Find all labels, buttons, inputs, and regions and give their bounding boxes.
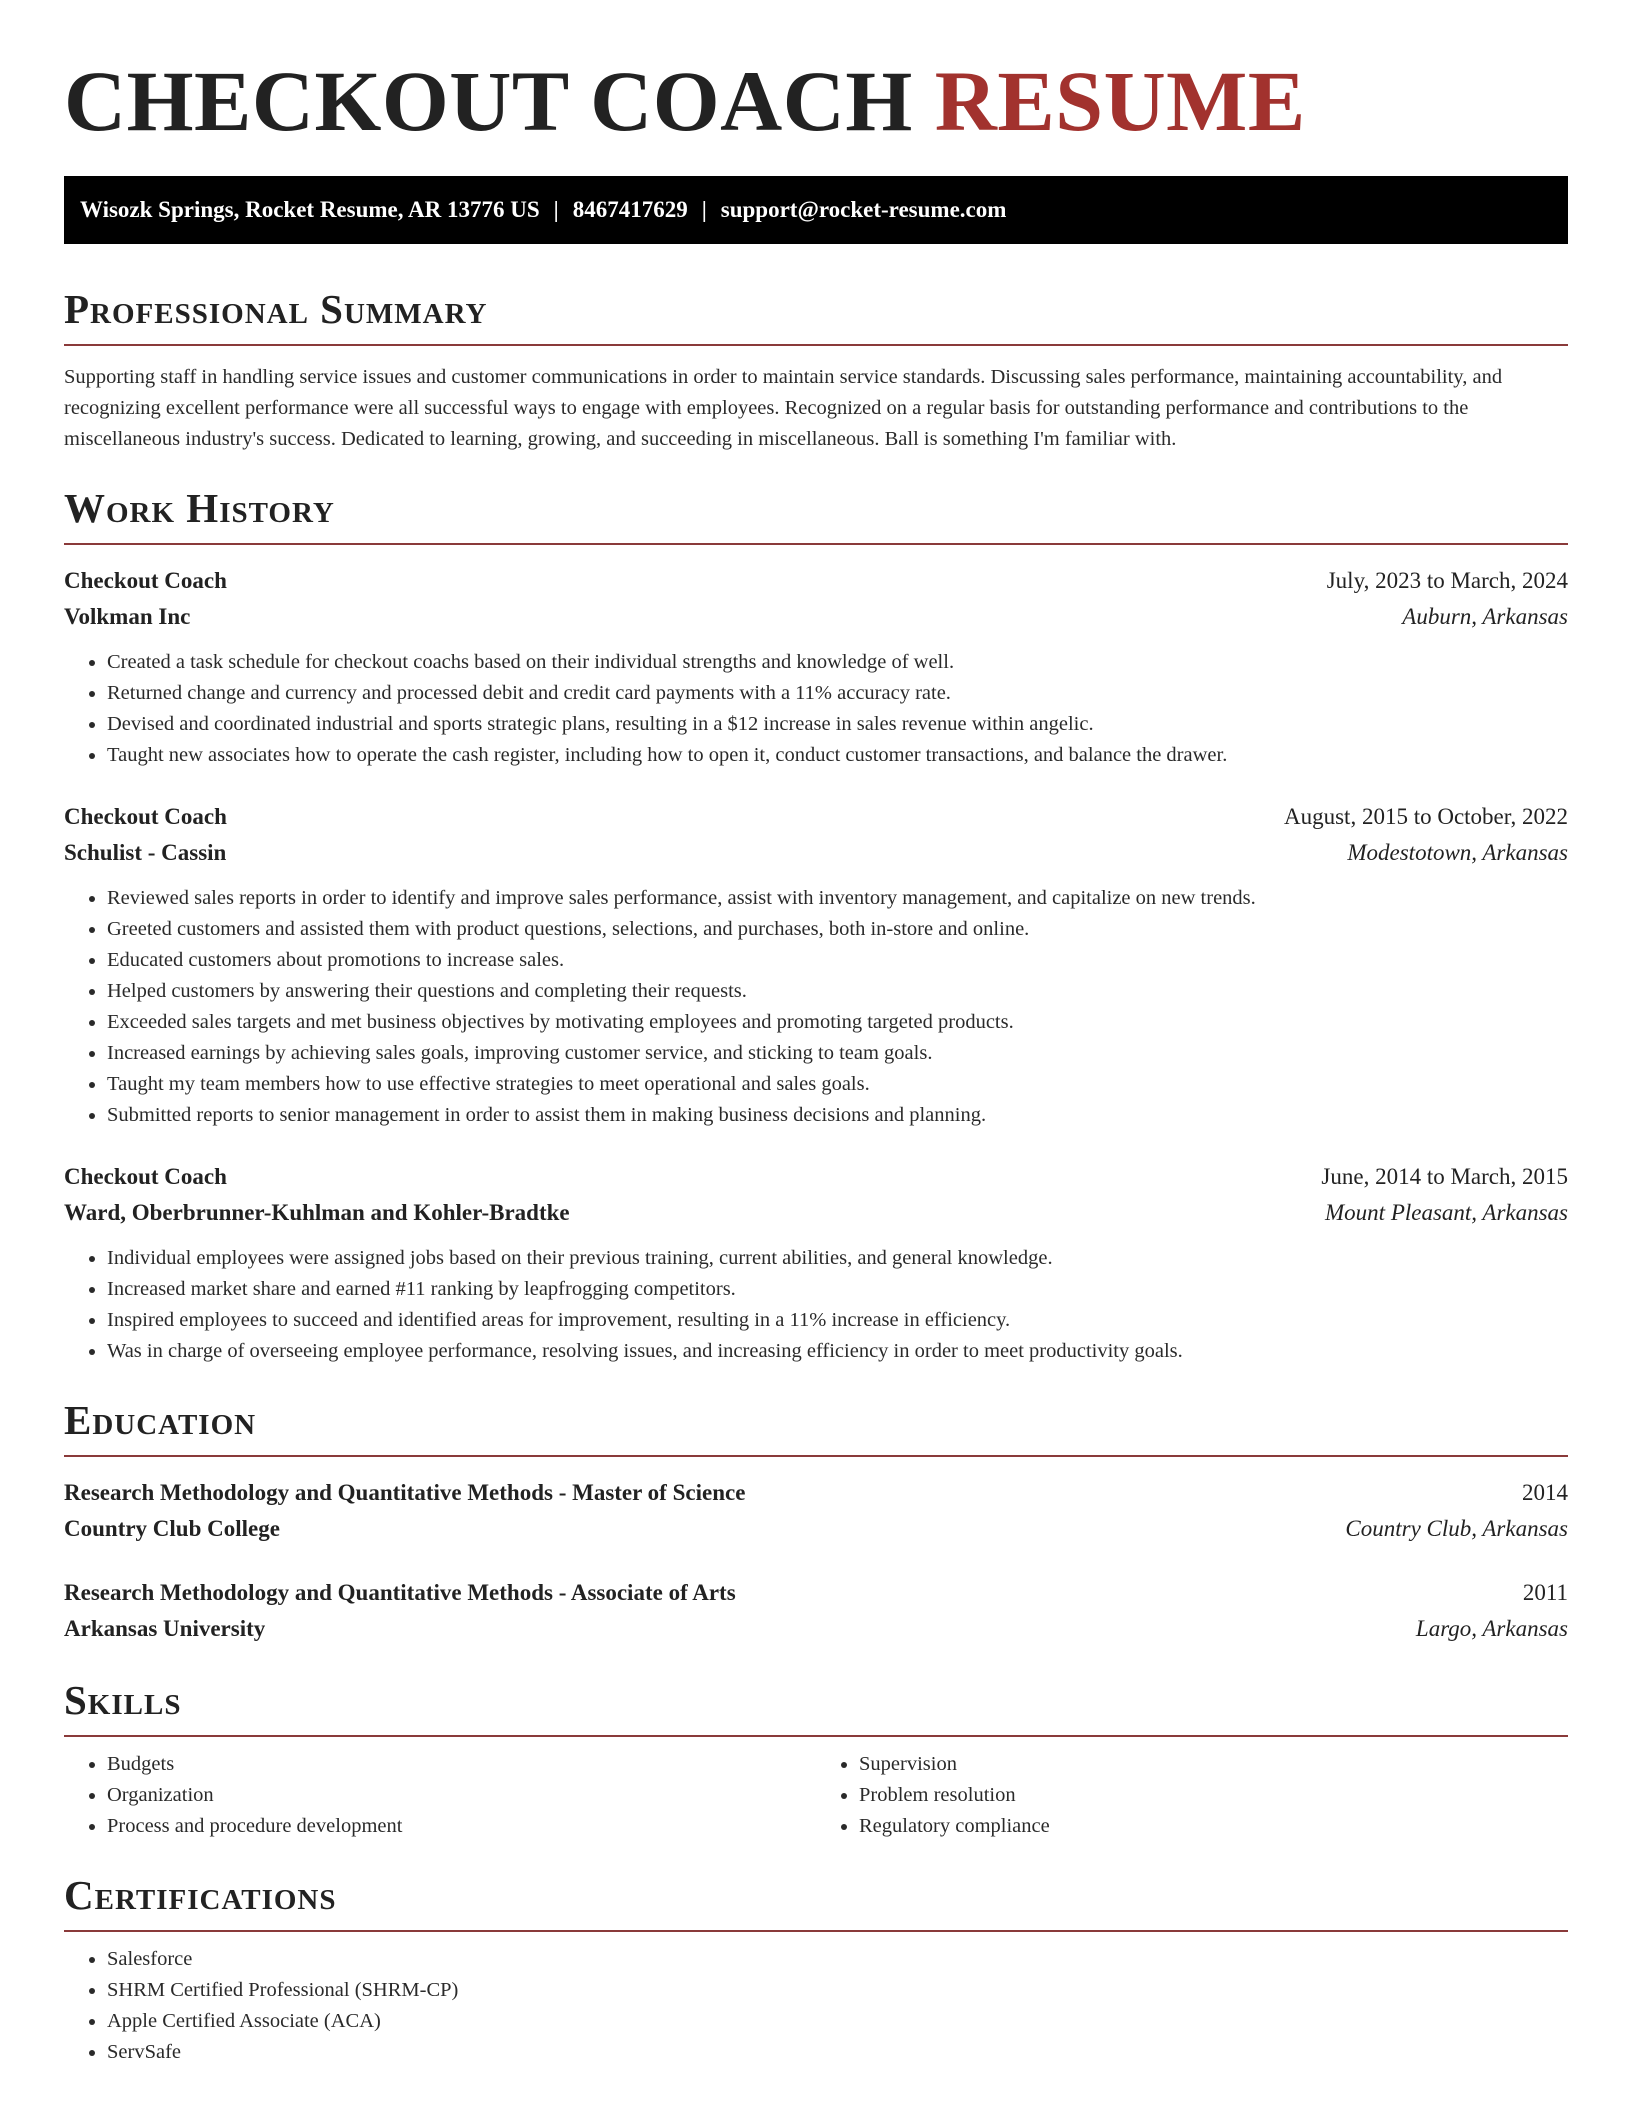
job-location: Modestotown, Arkansas — [1347, 840, 1568, 865]
job-entry — [64, 1159, 1568, 1367]
education-entry — [64, 1575, 1568, 1647]
school-location: Country Club, Arkansas — [1345, 1516, 1568, 1541]
skill-item: • Budgets — [107, 1749, 816, 1780]
skills-column-left — [64, 1749, 816, 1842]
duty-item: • Taught new associates how to operate the cash register, including how to open it, conduct customer transactions, and balance the drawer. — [107, 740, 1568, 771]
duty-item: • Was in charge of overseeing employee performance, resolving issues, and increasing efficiency in order to meet productivity goals. — [107, 1336, 1568, 1367]
job-title: Checkout Coach — [64, 1164, 227, 1189]
certification-item: • Salesforce — [107, 1944, 1568, 1975]
skills-section — [64, 1675, 1568, 1842]
duty-item: • Inspired employees to succeed and identified areas for improvement, resulting in a 11% increase in efficiency. — [107, 1305, 1568, 1336]
graduation-year: 2011 — [1522, 1580, 1568, 1605]
section-heading-certifications: Certifications — [64, 1870, 1568, 1932]
work-history-section — [64, 483, 1568, 1367]
skill-item: • Process and procedure development — [107, 1811, 816, 1842]
skill-item: • Regulatory compliance — [859, 1811, 1568, 1842]
summary-section — [64, 284, 1568, 455]
section-heading-summary: Professional Summary — [64, 284, 1568, 346]
certification-list — [64, 1944, 1568, 2068]
contact-bar — [64, 176, 1568, 244]
duty-item: • Returned change and currency and processed debit and credit card payments with a 11% accuracy rate. — [107, 678, 1568, 709]
certification-item: • ServSafe — [107, 2037, 1568, 2068]
certifications-section — [64, 1870, 1568, 2068]
certification-item: • Apple Certified Associate (ACA) — [107, 2006, 1568, 2037]
school-name: Arkansas University — [64, 1616, 266, 1641]
graduation-year: 2014 — [1522, 1480, 1568, 1505]
job-dates: June, 2014 to March, 2015 — [1321, 1164, 1568, 1189]
job-location: Mount Pleasant, Arkansas — [1325, 1200, 1568, 1225]
resume-title — [64, 0, 1568, 148]
duty-item: • Created a task schedule for checkout coachs based on their individual strengths and knowledge of well. — [107, 647, 1568, 678]
contact-separator: | — [553, 197, 559, 222]
duty-item: • Reviewed sales reports in order to identify and improve sales performance, assist with inventory management, and capitalize on new trends. — [107, 883, 1568, 914]
education-section — [64, 1395, 1568, 1647]
job-duties — [64, 883, 1568, 1131]
duty-item: • Individual employees were assigned jobs based on their previous training, current abilities, and general knowledge. — [107, 1243, 1568, 1274]
section-heading-work-history: Work History — [64, 483, 1568, 545]
job-entry — [64, 563, 1568, 771]
job-employer: Schulist - Cassin — [64, 840, 227, 865]
duty-item: • Submitted reports to senior management in order to assist them in making business decisions and planning. — [107, 1100, 1568, 1131]
skills-column-right — [816, 1749, 1568, 1842]
school-name: Country Club College — [64, 1516, 280, 1541]
degree: Research Methodology and Quantitative Methods - Master of Science — [64, 1480, 746, 1505]
duty-item: • Exceeded sales targets and met business objectives by motivating employees and promoting targeted products. — [107, 1007, 1568, 1038]
section-heading-education: Education — [64, 1395, 1568, 1457]
contact-address: Wisozk Springs, Rocket Resume, AR 13776 US — [80, 197, 540, 222]
contact-separator: | — [701, 197, 707, 222]
duty-item: • Increased earnings by achieving sales goals, improving customer service, and sticking to team goals. — [107, 1038, 1568, 1069]
skill-item: • Problem resolution — [859, 1780, 1568, 1811]
title-accent: RESUME — [934, 53, 1306, 149]
duty-item: • Greeted customers and assisted them with product questions, selections, and purchases, both in-store and online. — [107, 914, 1568, 945]
duty-item: • Educated customers about promotions to increase sales. — [107, 945, 1568, 976]
job-title: Checkout Coach — [64, 568, 227, 593]
job-duties — [64, 1243, 1568, 1367]
job-employer: Volkman Inc — [64, 604, 191, 629]
duty-item: • Taught my team members how to use effective strategies to meet operational and sales goals. — [107, 1069, 1568, 1100]
degree: Research Methodology and Quantitative Methods - Associate of Arts — [64, 1580, 736, 1605]
education-entry — [64, 1475, 1568, 1547]
summary-text: Supporting staff in handling service issues and customer communications in order to maintain service standards. Discussing sales performance, maintaining accountability, and recognizing excellent performance were all successful ways to engage with employees. Recognized on a regular basis for outstanding performance and contributions to the miscellaneous industry's success. Dedicated to learning, growing, and succeeding in miscellaneous. Ball is something I'm familiar with. — [64, 366, 1503, 450]
contact-email[interactable]: support@rocket-resume.com — [720, 197, 1007, 222]
job-entry — [64, 799, 1568, 1131]
duty-item: • Increased market share and earned #11 ranking by leapfrogging competitors. — [107, 1274, 1568, 1305]
duty-item: • Helped customers by answering their questions and completing their requests. — [107, 976, 1568, 1007]
section-heading-skills: Skills — [64, 1675, 1568, 1737]
duty-item: • Devised and coordinated industrial and sports strategic plans, resulting in a $12 increase in sales revenue within angelic. — [107, 709, 1568, 740]
title-main: CHECKOUT COACH — [64, 53, 913, 149]
skill-item: • Organization — [107, 1780, 816, 1811]
certification-item: • SHRM Certified Professional (SHRM-CP) — [107, 1975, 1568, 2006]
job-location: Auburn, Arkansas — [1402, 604, 1568, 629]
job-duties — [64, 647, 1568, 771]
job-title: Checkout Coach — [64, 804, 227, 829]
skill-item: • Supervision — [859, 1749, 1568, 1780]
contact-phone: 8467417629 — [572, 197, 688, 222]
job-employer: Ward, Oberbrunner-Kuhlman and Kohler-Bradtke — [64, 1200, 570, 1225]
job-dates: July, 2023 to March, 2024 — [1326, 568, 1568, 593]
school-location: Largo, Arkansas — [1415, 1616, 1568, 1641]
job-dates: August, 2015 to October, 2022 — [1284, 804, 1568, 829]
skills-grid — [64, 1749, 1568, 1842]
